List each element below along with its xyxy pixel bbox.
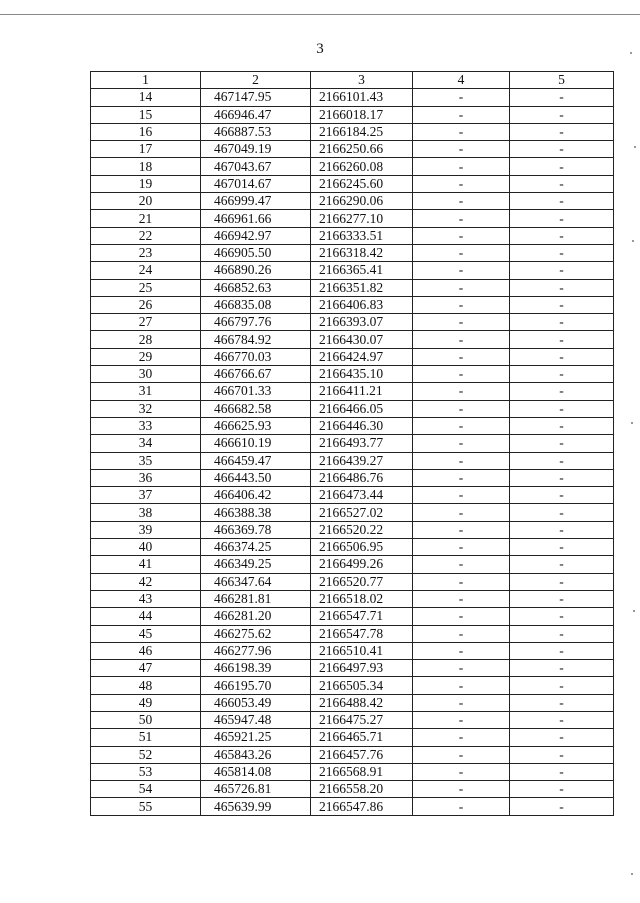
cell-x-coordinate: 466347.64 [201,573,311,590]
cell-x-coordinate: 466053.49 [201,694,311,711]
cell-y-coordinate: 2166558.20 [311,781,413,798]
cell-column-5: - [510,573,614,590]
cell-column-5: - [510,123,614,140]
cell-column-4: - [413,383,510,400]
cell-column-5: - [510,435,614,452]
cell-point-number: 31 [91,383,201,400]
cell-column-5: - [510,625,614,642]
cell-column-4: - [413,763,510,780]
cell-column-5: - [510,175,614,192]
cell-column-5: - [510,694,614,711]
cell-y-coordinate: 2166457.76 [311,746,413,763]
scan-top-edge-line [0,14,640,15]
cell-column-4: - [413,469,510,486]
cell-column-4: - [413,642,510,659]
table-row [91,608,614,625]
table-row [91,798,614,815]
cell-point-number: 14 [91,89,201,106]
cell-column-4: - [413,296,510,313]
scan-speck [632,240,634,242]
scan-speck [631,422,633,424]
table-row [91,279,614,296]
table-row [91,417,614,434]
cell-point-number: 30 [91,366,201,383]
cell-column-5: - [510,89,614,106]
table-row [91,504,614,521]
cell-column-5: - [510,677,614,694]
cell-point-number: 45 [91,625,201,642]
cell-column-4: - [413,504,510,521]
table-row [91,227,614,244]
cell-y-coordinate: 2166505.34 [311,677,413,694]
table-row [91,521,614,538]
cell-y-coordinate: 2166520.77 [311,573,413,590]
cell-x-coordinate: 466277.96 [201,642,311,659]
cell-column-4: - [413,244,510,261]
cell-point-number: 44 [91,608,201,625]
cell-point-number: 27 [91,314,201,331]
scan-speck [634,146,636,148]
cell-y-coordinate: 2166184.25 [311,123,413,140]
cell-point-number: 36 [91,469,201,486]
cell-column-4: - [413,660,510,677]
cell-y-coordinate: 2166527.02 [311,504,413,521]
table-row [91,366,614,383]
cell-column-5: - [510,452,614,469]
cell-x-coordinate: 466946.47 [201,106,311,123]
cell-column-4: - [413,590,510,607]
table-row [91,660,614,677]
table-row [91,314,614,331]
table-row [91,89,614,106]
cell-column-5: - [510,331,614,348]
cell-x-coordinate: 466198.39 [201,660,311,677]
cell-column-4: - [413,348,510,365]
cell-point-number: 53 [91,763,201,780]
cell-point-number: 18 [91,158,201,175]
cell-column-5: - [510,729,614,746]
cell-column-5: - [510,521,614,538]
cell-column-5: - [510,383,614,400]
cell-column-4: - [413,366,510,383]
cell-y-coordinate: 2166520.22 [311,521,413,538]
cell-x-coordinate: 466195.70 [201,677,311,694]
cell-y-coordinate: 2166488.42 [311,694,413,711]
cell-y-coordinate: 2166333.51 [311,227,413,244]
cell-column-4: - [413,521,510,538]
cell-column-5: - [510,469,614,486]
cell-point-number: 33 [91,417,201,434]
scan-speck [631,873,633,875]
table-row [91,296,614,313]
cell-x-coordinate: 466610.19 [201,435,311,452]
cell-y-coordinate: 2166411.21 [311,383,413,400]
cell-x-coordinate: 466625.93 [201,417,311,434]
cell-column-5: - [510,106,614,123]
cell-x-coordinate: 467043.67 [201,158,311,175]
cell-point-number: 24 [91,262,201,279]
cell-x-coordinate: 466852.63 [201,279,311,296]
cell-x-coordinate: 466784.92 [201,331,311,348]
cell-column-4: - [413,400,510,417]
cell-y-coordinate: 2166406.83 [311,296,413,313]
cell-point-number: 17 [91,141,201,158]
cell-y-coordinate: 2166518.02 [311,590,413,607]
table-row [91,781,614,798]
table-row [91,244,614,261]
cell-column-4: - [413,331,510,348]
cell-y-coordinate: 2166250.66 [311,141,413,158]
cell-column-4: - [413,435,510,452]
cell-point-number: 55 [91,798,201,815]
cell-column-4: - [413,573,510,590]
cell-column-4: - [413,452,510,469]
cell-point-number: 50 [91,711,201,728]
cell-x-coordinate: 466701.33 [201,383,311,400]
cell-column-5: - [510,660,614,677]
cell-column-4: - [413,417,510,434]
cell-y-coordinate: 2166486.76 [311,469,413,486]
column-header-x: 2 [201,72,311,89]
cell-x-coordinate: 466835.08 [201,296,311,313]
cell-x-coordinate: 466797.76 [201,314,311,331]
cell-column-4: - [413,608,510,625]
cell-y-coordinate: 2166435.10 [311,366,413,383]
cell-y-coordinate: 2166446.30 [311,417,413,434]
cell-column-4: - [413,487,510,504]
cell-column-5: - [510,798,614,815]
cell-x-coordinate: 466275.62 [201,625,311,642]
table-row [91,625,614,642]
cell-point-number: 54 [91,781,201,798]
cell-point-number: 35 [91,452,201,469]
cell-point-number: 47 [91,660,201,677]
page-number: 3 [316,41,324,57]
cell-column-5: - [510,400,614,417]
cell-x-coordinate: 466459.47 [201,452,311,469]
table-row [91,193,614,210]
cell-point-number: 42 [91,573,201,590]
cell-column-5: - [510,539,614,556]
cell-x-coordinate: 466999.47 [201,193,311,210]
cell-point-number: 49 [91,694,201,711]
cell-column-4: - [413,694,510,711]
cell-y-coordinate: 2166245.60 [311,175,413,192]
cell-x-coordinate: 465726.81 [201,781,311,798]
table-row [91,677,614,694]
cell-column-4: - [413,279,510,296]
cell-y-coordinate: 2166393.07 [311,314,413,331]
cell-column-4: - [413,539,510,556]
cell-column-5: - [510,504,614,521]
cell-y-coordinate: 2166365.41 [311,262,413,279]
cell-point-number: 25 [91,279,201,296]
cell-y-coordinate: 2166568.91 [311,763,413,780]
cell-point-number: 16 [91,123,201,140]
cell-x-coordinate: 465921.25 [201,729,311,746]
cell-x-coordinate: 466942.97 [201,227,311,244]
cell-column-4: - [413,141,510,158]
cell-y-coordinate: 2166547.78 [311,625,413,642]
cell-x-coordinate: 466281.20 [201,608,311,625]
table-row [91,746,614,763]
table-row [91,711,614,728]
table-row [91,469,614,486]
cell-point-number: 21 [91,210,201,227]
cell-x-coordinate: 466961.66 [201,210,311,227]
cell-x-coordinate: 466406.42 [201,487,311,504]
cell-column-5: - [510,781,614,798]
cell-x-coordinate: 465639.99 [201,798,311,815]
table-row [91,435,614,452]
cell-point-number: 46 [91,642,201,659]
cell-y-coordinate: 2166351.82 [311,279,413,296]
cell-point-number: 39 [91,521,201,538]
coordinates-table [90,71,614,816]
cell-column-4: - [413,175,510,192]
cell-column-4: - [413,123,510,140]
cell-y-coordinate: 2166101.43 [311,89,413,106]
cell-point-number: 15 [91,106,201,123]
cell-x-coordinate: 467049.19 [201,141,311,158]
cell-point-number: 34 [91,435,201,452]
cell-column-4: - [413,556,510,573]
cell-point-number: 26 [91,296,201,313]
cell-column-5: - [510,711,614,728]
cell-column-5: - [510,556,614,573]
table-row [91,573,614,590]
cell-point-number: 40 [91,539,201,556]
cell-x-coordinate: 467147.95 [201,89,311,106]
cell-column-4: - [413,193,510,210]
cell-x-coordinate: 465814.08 [201,763,311,780]
cell-column-5: - [510,210,614,227]
cell-column-4: - [413,262,510,279]
cell-point-number: 38 [91,504,201,521]
table-row [91,123,614,140]
table-row [91,141,614,158]
cell-y-coordinate: 2166260.08 [311,158,413,175]
cell-column-4: - [413,158,510,175]
cell-column-5: - [510,193,614,210]
table-row [91,331,614,348]
cell-x-coordinate: 466443.50 [201,469,311,486]
cell-y-coordinate: 2166018.17 [311,106,413,123]
cell-y-coordinate: 2166547.71 [311,608,413,625]
cell-point-number: 43 [91,590,201,607]
table-row [91,452,614,469]
cell-y-coordinate: 2166475.27 [311,711,413,728]
cell-column-5: - [510,642,614,659]
cell-column-4: - [413,89,510,106]
cell-column-5: - [510,244,614,261]
column-header-y: 3 [311,72,413,89]
cell-y-coordinate: 2166465.71 [311,729,413,746]
table-row [91,210,614,227]
cell-column-4: - [413,677,510,694]
cell-x-coordinate: 466388.38 [201,504,311,521]
cell-y-coordinate: 2166439.27 [311,452,413,469]
table-row [91,383,614,400]
cell-x-coordinate: 466374.25 [201,539,311,556]
column-header-4: 4 [413,72,510,89]
cell-y-coordinate: 2166430.07 [311,331,413,348]
table-row [91,556,614,573]
cell-column-5: - [510,366,614,383]
cell-x-coordinate: 466770.03 [201,348,311,365]
cell-x-coordinate: 467014.67 [201,175,311,192]
cell-y-coordinate: 2166497.93 [311,660,413,677]
table-row [91,400,614,417]
cell-point-number: 37 [91,487,201,504]
cell-column-5: - [510,262,614,279]
cell-point-number: 22 [91,227,201,244]
scan-speck [630,52,632,54]
cell-column-5: - [510,296,614,313]
table-body [91,89,614,815]
cell-column-5: - [510,746,614,763]
cell-point-number: 41 [91,556,201,573]
cell-point-number: 23 [91,244,201,261]
cell-column-4: - [413,798,510,815]
cell-column-4: - [413,106,510,123]
cell-y-coordinate: 2166424.97 [311,348,413,365]
cell-x-coordinate: 465843.26 [201,746,311,763]
cell-point-number: 19 [91,175,201,192]
scan-speck [633,610,635,612]
column-header-point-number: 1 [91,72,201,89]
cell-y-coordinate: 2166506.95 [311,539,413,556]
table-row [91,175,614,192]
table-row [91,539,614,556]
cell-x-coordinate: 466349.25 [201,556,311,573]
table-row [91,158,614,175]
column-header-5: 5 [510,72,614,89]
cell-y-coordinate: 2166547.86 [311,798,413,815]
cell-point-number: 52 [91,746,201,763]
cell-column-5: - [510,141,614,158]
table-row [91,642,614,659]
cell-column-4: - [413,625,510,642]
cell-y-coordinate: 2166499.26 [311,556,413,573]
cell-y-coordinate: 2166277.10 [311,210,413,227]
cell-column-5: - [510,348,614,365]
table-row [91,487,614,504]
cell-x-coordinate: 466887.53 [201,123,311,140]
cell-point-number: 51 [91,729,201,746]
cell-point-number: 48 [91,677,201,694]
cell-column-5: - [510,763,614,780]
table-row [91,763,614,780]
cell-y-coordinate: 2166318.42 [311,244,413,261]
cell-column-4: - [413,746,510,763]
table-row [91,729,614,746]
table-row [91,262,614,279]
cell-column-4: - [413,781,510,798]
cell-column-4: - [413,729,510,746]
cell-y-coordinate: 2166473.44 [311,487,413,504]
cell-column-4: - [413,711,510,728]
cell-y-coordinate: 2166466.05 [311,400,413,417]
cell-x-coordinate: 466890.26 [201,262,311,279]
cell-x-coordinate: 466766.67 [201,366,311,383]
cell-x-coordinate: 466369.78 [201,521,311,538]
cell-y-coordinate: 2166290.06 [311,193,413,210]
cell-column-5: - [510,417,614,434]
table-row [91,348,614,365]
table-header-row [91,72,614,89]
cell-column-4: - [413,314,510,331]
cell-column-5: - [510,314,614,331]
cell-x-coordinate: 466682.58 [201,400,311,417]
cell-column-5: - [510,608,614,625]
table-row [91,694,614,711]
cell-point-number: 29 [91,348,201,365]
cell-column-5: - [510,227,614,244]
cell-y-coordinate: 2166493.77 [311,435,413,452]
cell-column-4: - [413,227,510,244]
cell-column-5: - [510,158,614,175]
cell-x-coordinate: 466281.81 [201,590,311,607]
cell-x-coordinate: 466905.50 [201,244,311,261]
cell-point-number: 20 [91,193,201,210]
cell-y-coordinate: 2166510.41 [311,642,413,659]
cell-point-number: 28 [91,331,201,348]
table-row [91,590,614,607]
table-row [91,106,614,123]
cell-column-5: - [510,279,614,296]
cell-x-coordinate: 465947.48 [201,711,311,728]
cell-column-4: - [413,210,510,227]
cell-column-5: - [510,487,614,504]
cell-point-number: 32 [91,400,201,417]
cell-column-5: - [510,590,614,607]
